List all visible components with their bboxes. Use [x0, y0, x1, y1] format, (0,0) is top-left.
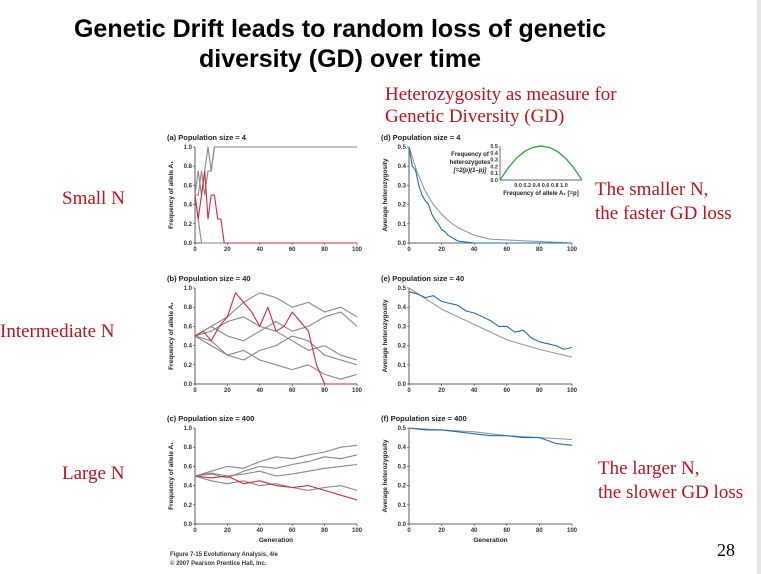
x-tick-label: 100 — [566, 247, 578, 253]
x-tick-label: 20 — [438, 528, 445, 534]
y-axis-label: Average heterozygosity — [382, 439, 389, 513]
panel-title: (f) Population size = 400 — [381, 414, 467, 423]
panel-title: (b) Population size = 40 — [167, 274, 251, 283]
x-tick-label: 20 — [438, 388, 445, 394]
y-axis-label: Frequency of allele A₁ — [168, 161, 175, 229]
note-small-line-2: the faster GD loss — [595, 203, 732, 224]
row-label-large: Large N — [62, 463, 125, 484]
x-tick-label: 0 — [407, 528, 411, 534]
page-number: 28 — [717, 540, 735, 560]
panel-b — [167, 274, 363, 394]
y-axis-label: Frequency of allele A₁ — [168, 442, 175, 510]
series-line — [195, 171, 357, 243]
x-tick-label: 100 — [351, 247, 363, 253]
x-tick-label: 40 — [256, 528, 264, 534]
inset-background — [498, 144, 586, 182]
x-tick-label: 100 — [351, 388, 363, 394]
y-tick-label: 0.8 — [183, 164, 192, 171]
inset-xlabel: Frequency of allele A₁ [=p] — [503, 191, 579, 197]
y-tick-label: 0.8 — [183, 305, 192, 312]
x-tick-label: 60 — [503, 388, 511, 394]
x-tick-label: 80 — [321, 247, 328, 253]
x-tick-label: 0 — [407, 388, 411, 394]
y-tick-label: 0.0 — [397, 241, 406, 247]
series-line — [195, 317, 357, 360]
x-tick-label: 80 — [536, 247, 543, 253]
note-large-line-2: the slower GD loss — [598, 482, 744, 503]
panel-title: (c) Population size = 400 — [167, 414, 255, 423]
x-tick-label: 100 — [566, 528, 578, 534]
panel-c — [167, 414, 363, 544]
y-tick-label: 0.4 — [183, 483, 192, 490]
series-line — [195, 476, 357, 490]
y-tick-label: 0.2 — [183, 221, 192, 228]
inset-chart — [450, 144, 586, 197]
y-tick-label: 0.4 — [183, 343, 192, 350]
figure-caption-line-2: © 2007 Pearson Prentice Hall, Inc. — [170, 561, 267, 567]
y-tick-label: 0.2 — [397, 343, 406, 350]
x-axis-label: Generation — [473, 537, 508, 544]
y-tick-label: 0.5 — [397, 286, 406, 292]
x-tick-label: 0 — [407, 247, 411, 253]
panel-e — [381, 274, 578, 394]
x-tick-label: 40 — [256, 247, 264, 253]
y-axis-label: Frequency of allele A₁ — [168, 302, 175, 370]
y-tick-label: 0.6 — [183, 464, 192, 471]
y-tick-label: 0.0 — [397, 382, 406, 388]
y-tick-label: 0.8 — [183, 445, 192, 452]
x-tick-label: 0 — [193, 247, 197, 253]
y-tick-label: 0.0 — [397, 522, 406, 528]
title-line-1: Genetic Drift leads to random loss of genetic — [73, 15, 607, 43]
y-tick-label: 0.2 — [183, 362, 192, 369]
series-line — [195, 147, 357, 195]
y-tick-label: 0.6 — [183, 324, 192, 331]
y-tick-label: 1.0 — [183, 426, 192, 432]
panel-title: (d) Population size = 4 — [381, 133, 461, 142]
series-line — [409, 292, 572, 350]
note-large-line-1: The larger N, — [598, 458, 700, 479]
y-tick-label: 0.2 — [397, 202, 406, 209]
y-tick-label: 1.0 — [183, 145, 192, 151]
note-small-line-1: The smaller N, — [595, 179, 709, 200]
x-tick-label: 20 — [438, 247, 445, 253]
x-tick-label: 60 — [503, 247, 511, 253]
heterozygosity-note-line-1: Heterozygosity as measure for — [385, 84, 617, 105]
y-tick-label: 0.4 — [397, 445, 406, 452]
y-axis-label: Average heterozygosity — [382, 158, 389, 232]
y-tick-label: 0.4 — [183, 202, 192, 209]
x-tick-label: 0 — [193, 388, 197, 394]
inset-ylabel-line-2: heterozygotes — [449, 160, 491, 166]
x-tick-label: 100 — [566, 388, 578, 394]
y-axis-label: Average heterozygosity — [382, 299, 389, 373]
series-line — [195, 147, 357, 195]
x-tick-label: 80 — [536, 388, 543, 394]
y-tick-label: 0.3 — [397, 183, 406, 190]
inset-y-tick-label: 0.5 — [490, 144, 498, 150]
row-label-intermediate: Intermediate N — [0, 321, 115, 342]
y-tick-label: 0.2 — [397, 483, 406, 490]
figure-caption-line-1: Figure 7-15 Evolutionary Analysis, 4/e — [170, 552, 278, 558]
y-tick-label: 0.0 — [183, 522, 192, 528]
title-line-2: diversity (GD) over time — [198, 45, 482, 73]
y-tick-label: 0.6 — [183, 183, 192, 190]
y-tick-label: 0.4 — [397, 164, 406, 171]
y-tick-label: 0.0 — [183, 241, 192, 247]
inset-y-tick-label: 0.1 — [490, 171, 498, 178]
heterozygosity-note-line-2: Genetic Diversity (GD) — [385, 106, 565, 127]
series-line — [195, 293, 357, 384]
panel-a — [167, 133, 363, 253]
series-line — [195, 465, 357, 477]
x-tick-label: 40 — [256, 388, 264, 394]
y-tick-label: 0.1 — [397, 362, 406, 369]
series-line — [195, 476, 357, 500]
x-tick-label: 60 — [288, 247, 296, 253]
y-tick-label: 0.4 — [397, 305, 406, 312]
x-tick-label: 60 — [288, 528, 296, 534]
panel-title: (e) Population size = 40 — [381, 274, 465, 283]
x-tick-label: 40 — [470, 388, 478, 394]
inset-ylabel-line-1: Frequency of — [451, 152, 489, 158]
series-line — [409, 288, 572, 357]
inset-y-tick-label: 0.0 — [490, 178, 498, 184]
x-tick-label: 20 — [224, 528, 231, 534]
panel-title: (a) Population size = 4 — [167, 133, 246, 142]
y-tick-label: 1.0 — [183, 286, 192, 292]
y-tick-label: 0.2 — [183, 502, 192, 509]
x-tick-label: 0 — [193, 528, 197, 534]
y-tick-label: 0.1 — [397, 502, 406, 509]
series-line — [195, 445, 357, 476]
x-tick-label: 80 — [321, 528, 328, 534]
y-tick-label: 0.1 — [397, 221, 406, 228]
x-tick-label: 20 — [224, 388, 231, 394]
y-tick-label: 0.3 — [397, 464, 406, 471]
y-tick-label: 0.0 — [183, 382, 192, 388]
inset-x-tick-labels: 0.0 0.2 0.4 0.6 0.8 1.0 — [514, 183, 568, 189]
x-tick-label: 80 — [321, 388, 328, 394]
y-tick-label: 0.5 — [397, 426, 406, 432]
x-tick-label: 20 — [224, 247, 231, 253]
y-tick-label: 0.5 — [397, 145, 406, 151]
panel-f — [381, 414, 578, 544]
x-tick-label: 60 — [503, 528, 511, 534]
x-tick-label: 40 — [470, 247, 478, 253]
x-axis-label: Generation — [258, 537, 294, 544]
inset-y-tick-label: 0.3 — [490, 157, 498, 164]
series-line — [409, 428, 572, 445]
x-tick-label: 80 — [536, 528, 543, 534]
row-label-small: Small N — [62, 188, 125, 209]
inset-y-tick-label: 0.2 — [490, 164, 498, 171]
x-tick-label: 40 — [470, 528, 478, 534]
inset-y-tick-label: 0.4 — [490, 150, 498, 157]
x-tick-label: 60 — [288, 388, 296, 394]
y-tick-label: 0.3 — [397, 324, 406, 331]
inset-ylabel-line-3: [=2(p)(1–p)] — [453, 168, 487, 174]
x-tick-label: 100 — [351, 528, 363, 534]
